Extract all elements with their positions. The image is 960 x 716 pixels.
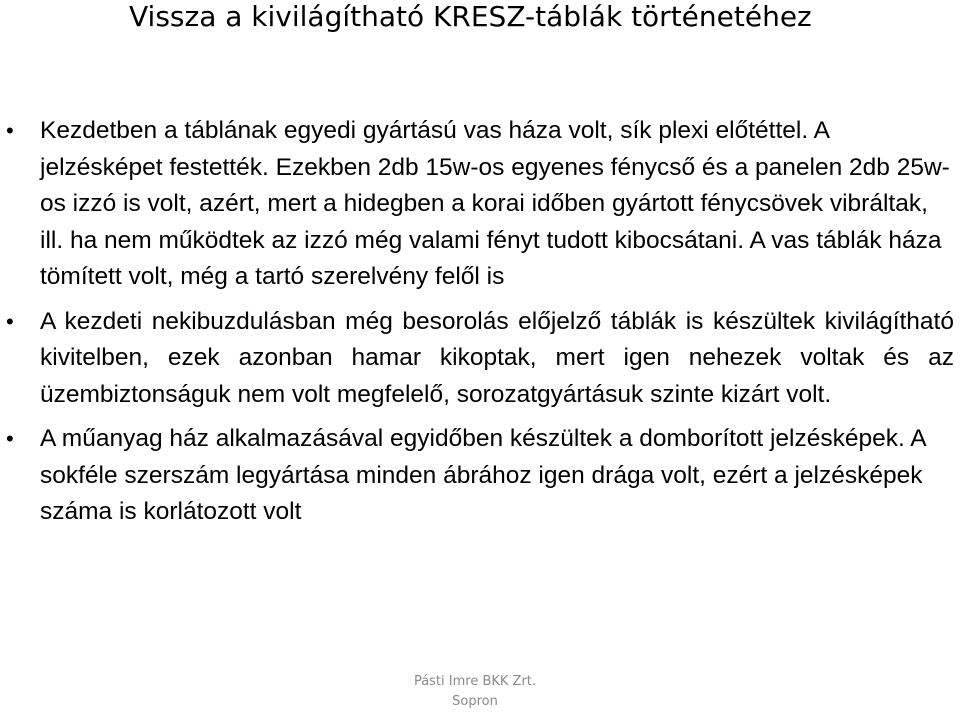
slide-footer [400,672,550,712]
footer-location: Sopron [452,694,498,709]
footer-author: Pásti Imre BKK Zrt. [413,674,537,689]
bullet-item [0,113,960,296]
bullet-item [0,421,960,531]
slide-title: Vissza a kivilágítható KRESZ-táblák történetéhez [129,0,812,33]
bullet-item [0,304,960,414]
bullet-list [0,113,960,531]
bullet-text: Kezdetben a táblának egyedi gyártású vas háza volt, sík plexi előtéttel. A jelzésképet festették. Ezekben 2db 15w-os egyenes fénycső és a panelen 2db 25w-os izzó is volt, azért, mert a hidegben a korai időben gyártott fénycsövek vibráltak, ill. ha nem működtek az izzó még valami fényt tudott kibocsátani. A vas táblák háza tömített volt, még a tartó szerelvény felől is [40,117,950,290]
bullet-text: A kezdeti nekibuzdulásban még besorolás előjelző táblák is készültek kivilágítható kivitelben, ezek azonban hamar kikoptak, mert igen nehezek voltak és az üzembiztonságuk nem volt megfelelő, sorozatgyártásuk szinte kizárt volt. [40,307,954,408]
bullet-dot-icon: • [6,426,14,451]
bullet-dot-icon: • [6,118,14,143]
bullet-text: A műanyag ház alkalmazásával egyidőben készültek a domborított jelzésképek. A sokféle szerszám legyártása minden ábrához igen drága volt, ezért a jelzésképek száma is korlátozott volt [40,425,926,525]
bullet-dot-icon: • [6,308,14,334]
